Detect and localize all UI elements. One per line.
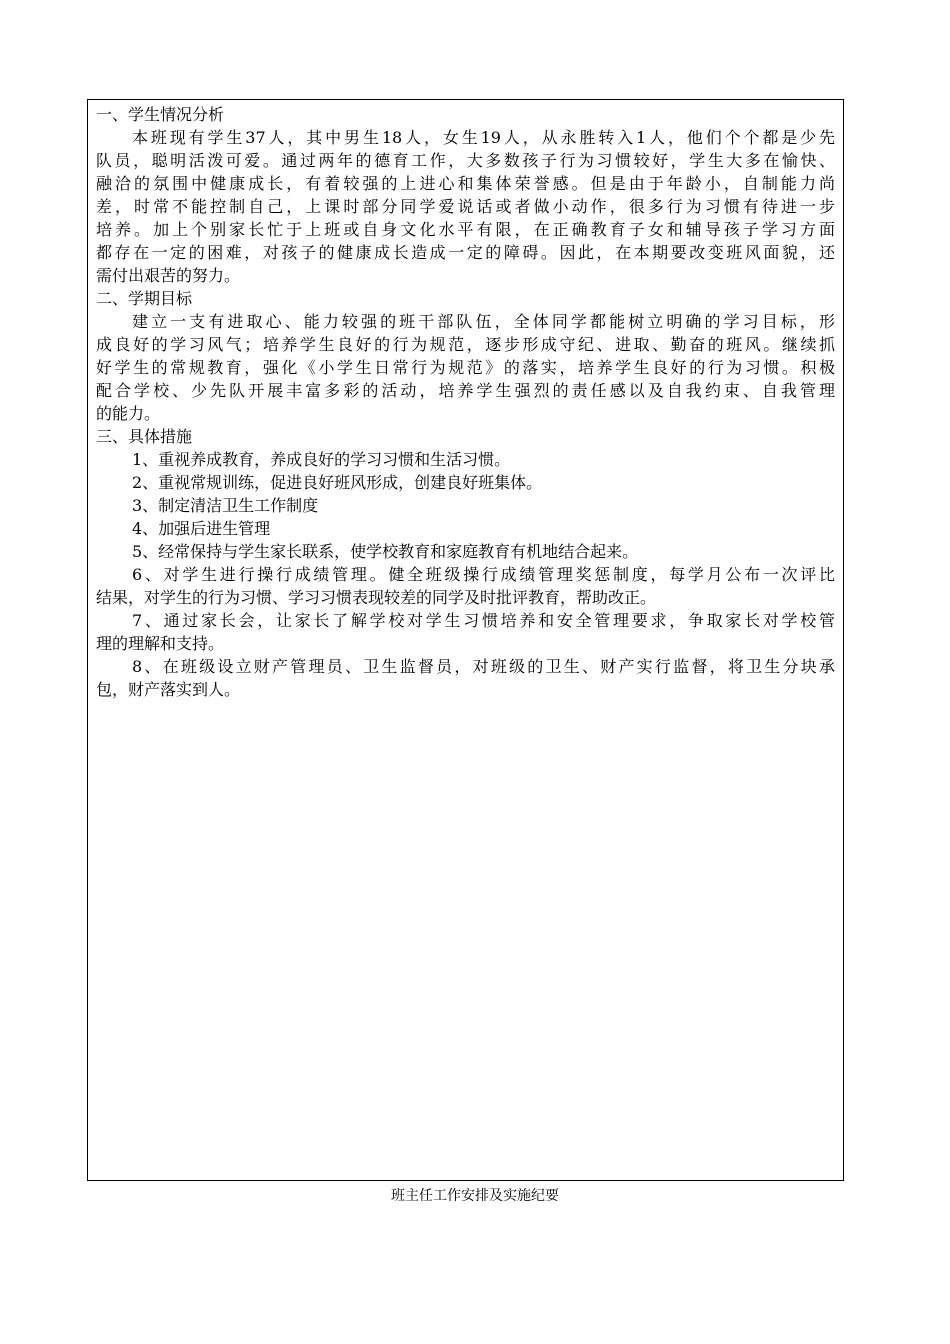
paragraph-line: 成良好的学习风气；培养学生良好的行为规范，逐步形成守纪、进取、勤奋的班风。继续抓 (96, 335, 835, 354)
measure-item: 7、通过家长会，让家长了解学校对学生习惯培养和安全管理要求，争取家长对学校管 (132, 611, 835, 630)
section-heading-semester-goals: 二、学期目标 (96, 289, 193, 308)
measure-item: 1、重视养成教育，养成良好的学习习惯和生活习惯。 (132, 450, 511, 469)
measure-item: 2、重视常规训练，促进良好班风形成，创建良好班集体。 (132, 473, 543, 492)
measure-item-continuation: 包，财产落实到人。 (96, 680, 241, 699)
paragraph-line: 差，时常不能控制自己，上课时部分同学爱说话或者做小动作，很多行为习惯有待进一步 (96, 197, 835, 216)
section-heading-specific-measures: 三、具体措施 (96, 427, 193, 446)
section-heading-student-analysis: 一、学生情况分析 (96, 105, 225, 124)
paragraph-line: 培养。加上个别家长忙于上班或自身文化水平有限，在正确教育子女和辅导孩子学习方面 (96, 220, 835, 239)
measure-item-continuation: 理的理解和支持。 (96, 634, 225, 653)
paragraph-line: 配合学校、少先队开展丰富多彩的活动，培养学生强烈的责任感以及自我约束、自我管理 (96, 381, 835, 400)
paragraph-line: 融洽的氛围中健康成长，有着较强的上进心和集体荣誉感。但是由于年龄小，自制能力尚 (96, 174, 835, 193)
measure-item-continuation: 结果，对学生的行为习惯、学习习惯表现较差的同学及时批评教育，帮助改正。 (96, 588, 657, 607)
paragraph-line: 都存在一定的困难，对孩子的健康成长造成一定的障碍。因此，在本期要改变班风面貌，还 (96, 243, 835, 262)
paragraph-line: 的能力。 (96, 404, 161, 423)
measure-item: 4、加强后进生管理 (132, 519, 271, 538)
paragraph-line: 需付出艰苦的努力。 (96, 266, 241, 285)
measure-item: 5、经常保持与学生家长联系，使学校教育和家庭教育有机地结合起来。 (132, 542, 639, 561)
paragraph-line: 队员，聪明活泼可爱。通过两年的德育工作，大多数孩子行为习惯较好，学生大多在愉快、 (96, 151, 835, 170)
measure-item: 3、制定清洁卫生工作制度 (132, 496, 319, 515)
plan-table-cell (87, 99, 844, 1181)
paragraph-line: 建立一支有进取心、能力较强的班干部队伍，全体同学都能树立明确的学习目标，形 (132, 312, 835, 331)
paragraph-line: 本班现有学生37人，其中男生18人，女生19人，从永胜转入1人，他们个个都是少先 (132, 128, 835, 147)
footer-caption: 班主任工作安排及实施纪要 (391, 1188, 559, 1204)
measure-item: 8、在班级设立财产管理员、卫生监督员，对班级的卫生、财产实行监督，将卫生分块承 (132, 657, 835, 676)
measure-item: 6、对学生进行操行成绩管理。健全班级操行成绩管理奖惩制度，每学月公布一次评比 (132, 565, 835, 584)
paragraph-line: 好学生的常规教育，强化《小学生日常行为规范》的落实，培养学生良好的行为习惯。积极 (96, 358, 835, 377)
